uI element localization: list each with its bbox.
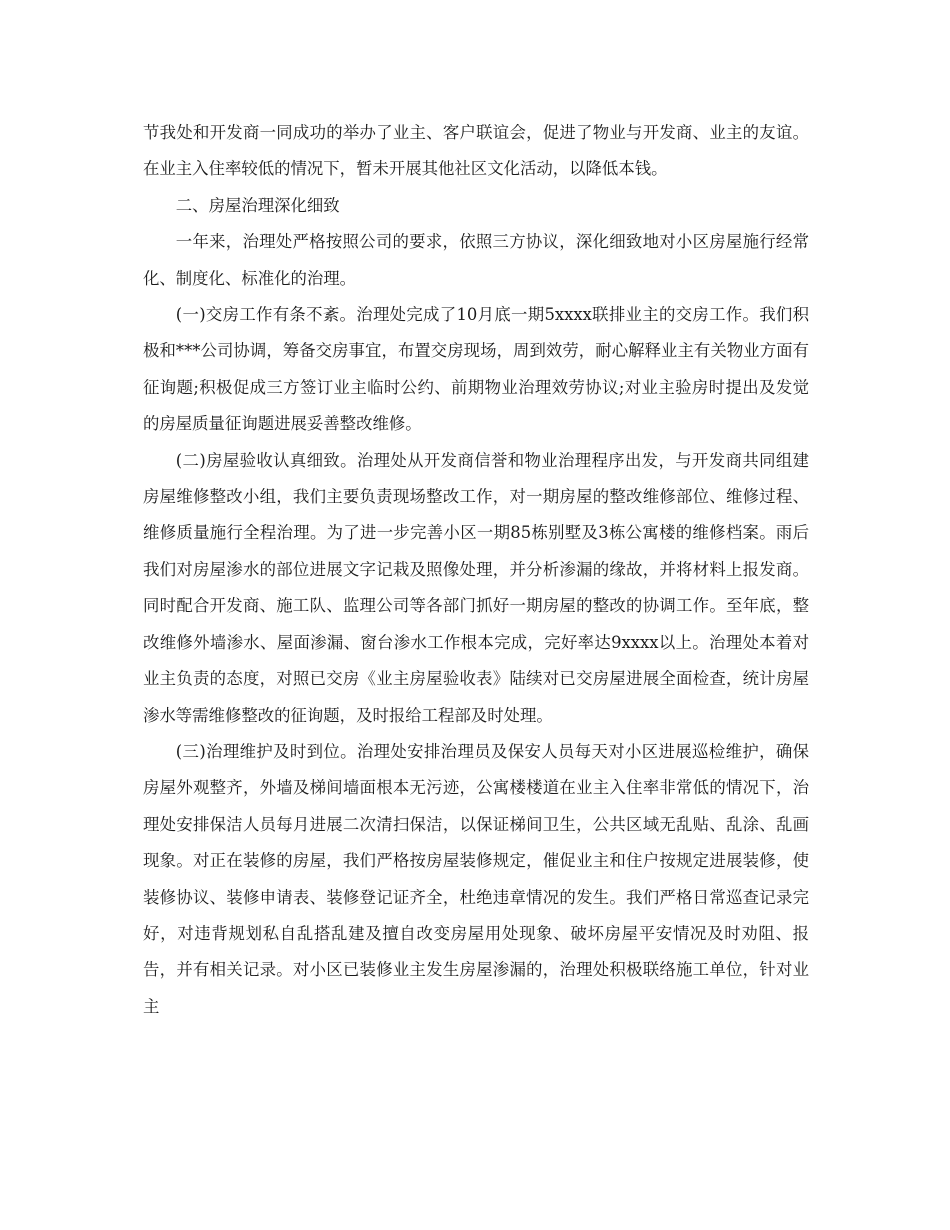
paragraph-continuation: 节我处和开发商一同成功的举办了业主、客户联谊会，促进了物业与开发商、业主的友谊。在业主入住率较低的情况下，暂未开展其他社区文化活动，以降低本钱。 <box>143 123 809 179</box>
paragraph-item-3: (三)治理维护及时到位。治理处安排治理员及保安人员每天对小区进展巡检维护，确保房屋外观整齐，外墙及梯间墙面根本无污迹，公寓楼楼道在业主入住率非常低的情况下，治理处安排保洁人员每月进展二次清扫保洁，以保证梯间卫生，公共区域无乱贴、乱涂、乱画现象。对正在装修的房屋，我们严格按房屋装修规定，催促业主和住户按规定进展装修，使装修协议、装修申请表、装修登记证齐全，杜绝违章情况的发生。我们严格日常巡查记录完好，对违背规划私自乱搭乱建及擅自改变房屋用处现象、破坏房屋平安情况及时劝阻、报告，并有相关记录。对小区已装修业主发生房屋渗漏的，治理处积极联络施工单位，针对业主 <box>143 741 809 1016</box>
document-body <box>143 115 809 1025</box>
paragraph-item-2: (二)房屋验收认真细致。治理处从开发商信誉和物业治理程序出发，与开发商共同组建房屋维修整改小组，我们主要负责现场整改工作，对一期房屋的整改维修部位、维修过程、维修质量施行全程治理。为了进一步完善小区一期85栋别墅及3栋公寓楼的维修档案。雨后我们对房屋渗水的部位进展文字记栽及照像处理，并分析渗漏的缘故，并将材料上报发商。同时配合开发商、施工队、监理公司等各部门抓好一期房屋的整改的协调工作。至年底，整改维修外墙渗水、屋面渗漏、窗台渗水工作根本完成，完好率达9xxxx以上。治理处本着对业主负责的态度，对照已交房《业主房屋验收表》陆续对已交房屋进展全面检查，统计房屋渗水等需维修整改的征询题，及时报给工程部及时处理。 <box>143 450 809 725</box>
paragraph-item-1: (一)交房工作有条不紊。治理处完成了10月底一期5xxxx联排业主的交房工作。我们积极和***公司协调，筹备交房事宜，布置交房现场，周到效劳，耐心解释业主有关物业方面有征询题;积极促成三方签订业主临时公约、前期物业治理效劳协议;对业主验房时提出及发觉的房屋质量征询题进展妥善整改维修。 <box>143 305 809 434</box>
section-heading: 二、房屋治理深化细致 <box>175 195 340 215</box>
paragraph-intro: 一年来，治理处严格按照公司的要求，依照三方协议，深化细致地对小区房屋施行经常化、制度化、标准化的治理。 <box>143 232 809 288</box>
